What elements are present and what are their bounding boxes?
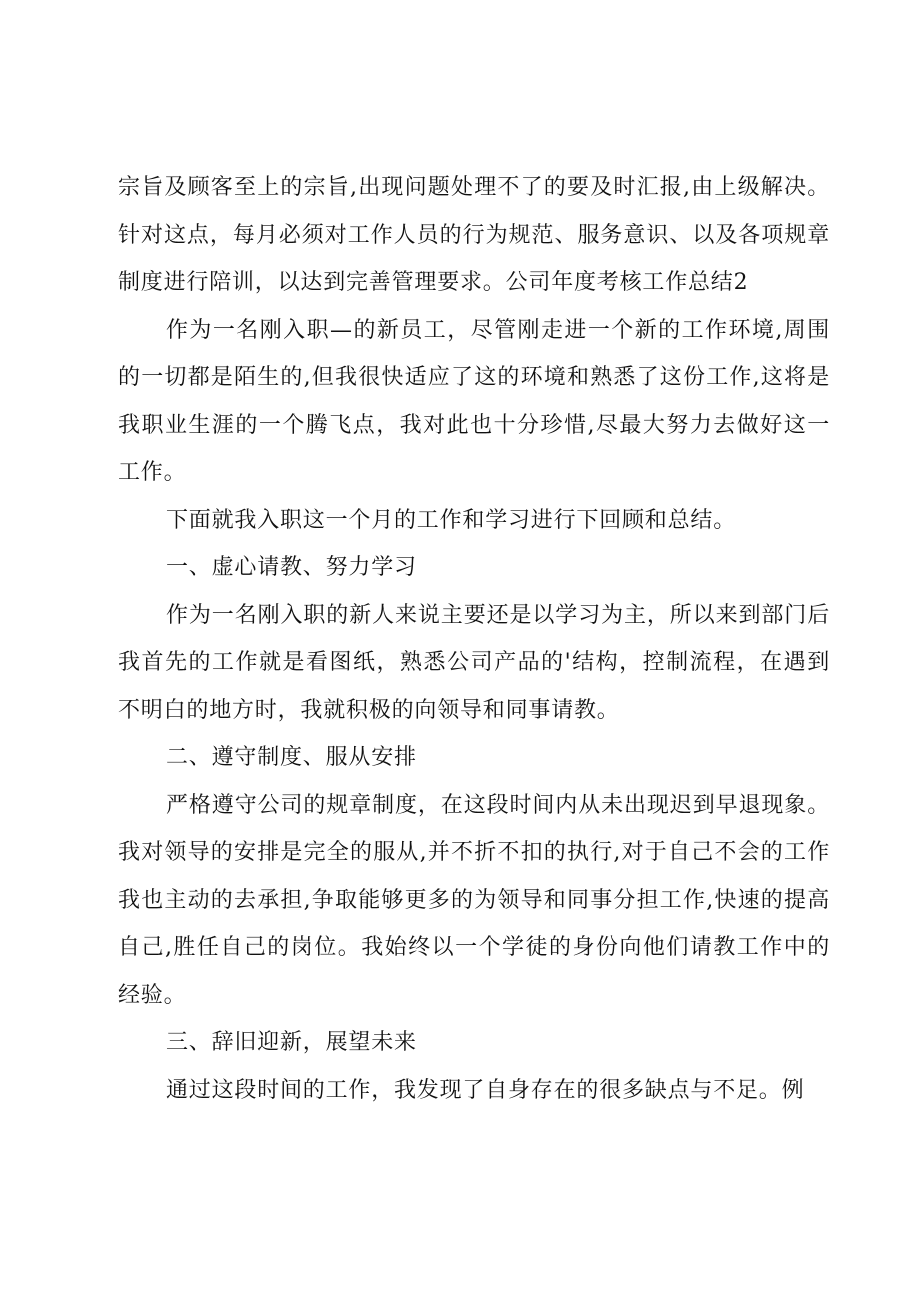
section-heading: 三、辞旧迎新，展望未来 — [166, 1030, 417, 1055]
body-paragraph: 通过这段时间的工作，我发现了自身存在的很多缺点与不足。例 — [166, 1077, 805, 1103]
document-page — [118, 164, 830, 1114]
body-paragraph: 严格遵守公司的规章制度，在这段时间内从未出现迟到早退现象。我对领导的安排是完全的服从,并不折不扣的执行,对于自己不会的工作我也主动的去承担,争取能够更多的为领导和同事分担工作,快速的提高自己,胜任自己的岗位。我始终以一个学徒的身份向他们请教工作中的经验。 — [118, 792, 830, 1008]
body-paragraph: 下面就我入职这一个月的工作和学习进行下回顾和总结。 — [166, 507, 737, 533]
body-paragraph: 宗旨及顾客至上的宗旨,出现问题处理不了的要及时汇报,由上级解决。针对这点，每月必须对工作人员的行为规范、服务意识、以及各项规章制度进行陪训，以达到完善管理要求。公司年度考核工作总结2 — [118, 175, 830, 295]
section-heading: 二、遵守制度、服从安排 — [166, 745, 417, 770]
body-paragraph: 作为一名刚入职—的新员工，尽管刚走进一个新的工作环境,周围的一切都是陌生的,但我很快适应了这的环境和熟悉了这份工作,这将是我职业生涯的一个腾飞点，我对此也十分珍惜,尽最大努力去做好这一工作。 — [118, 317, 830, 485]
section-heading: 一、虚心请教、努力学习 — [166, 555, 417, 580]
body-paragraph: 作为一名刚入职的新人来说主要还是以学习为主，所以来到部门后我首先的工作就是看图纸，熟悉公司产品的'结构，控制流程，在遇到不明白的地方时，我就积极的向领导和同事请教。 — [118, 602, 830, 723]
